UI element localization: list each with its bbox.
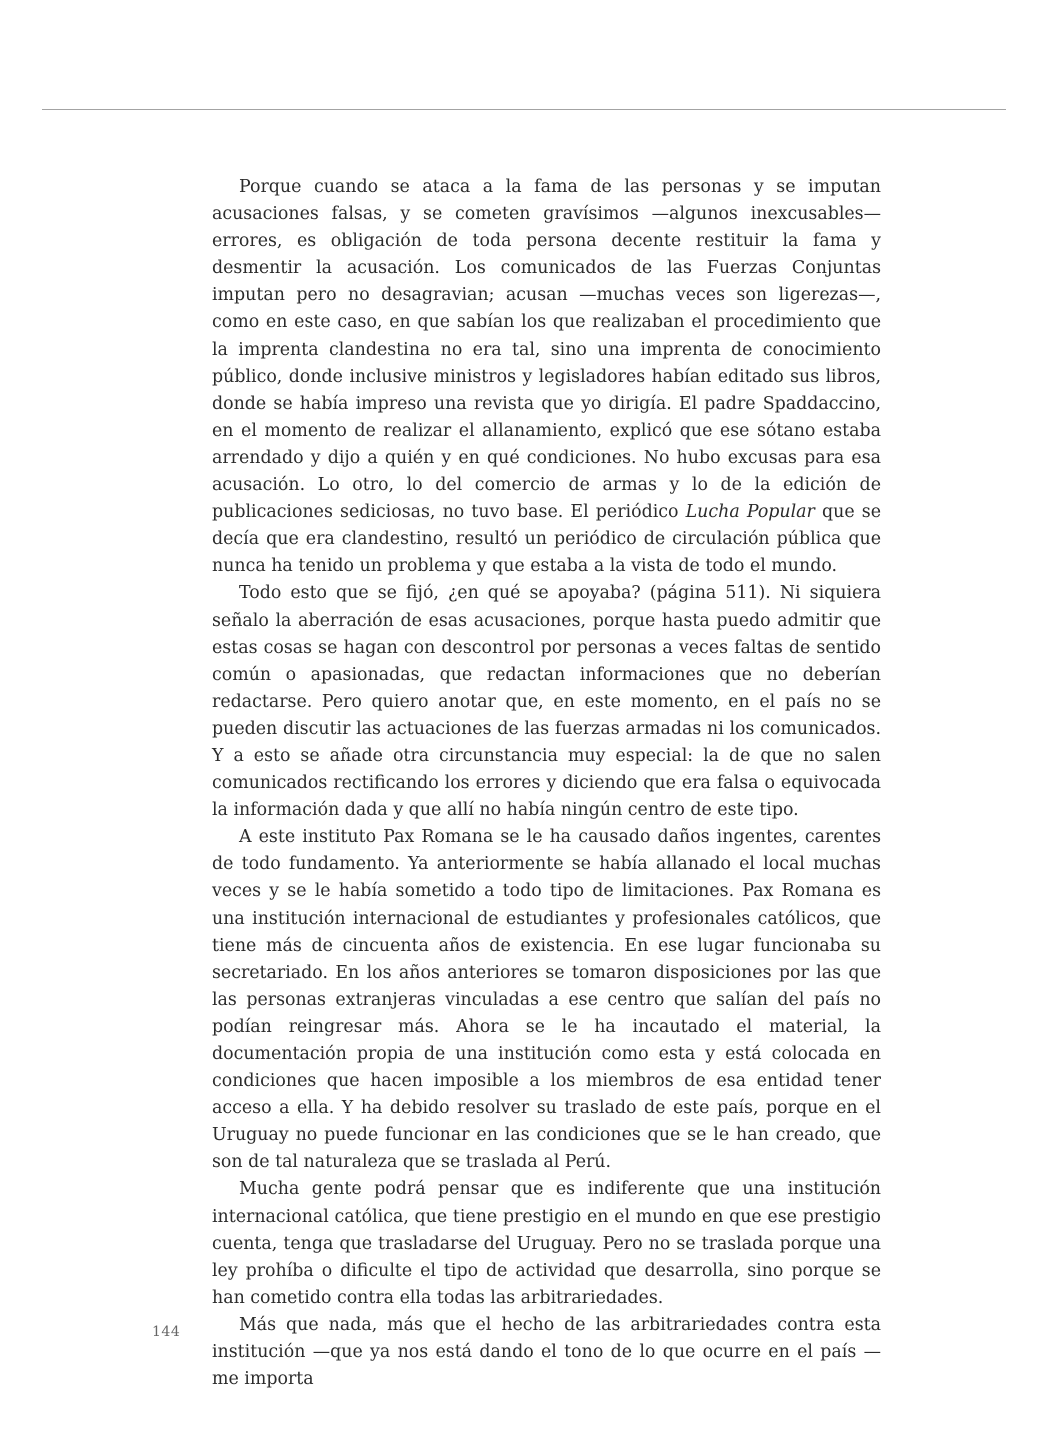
periodical-title: Lucha Popular (685, 502, 815, 523)
paragraph-3: A este instituto Pax Romana se le ha causado daños ingentes, carentes de todo fundamento. Ya anteriormente se había allanado el local muchas veces y se le había sometido a todo tipo de limitaciones. Pax Romana es una institución internacional de estudiantes y profesionales católicos, que tiene más de cincuenta años de existencia. En ese lugar funcionaba su secretariado. En los años anteriores se tomaron disposiciones por las que las personas extranjeras vinculadas a ese centro que salían del país no podían reingresar más. Ahora se le ha incautado el material, la documentación propia de una institución como esta y está colocada en condiciones que hacen imposible a los miembros de esa entidad tener acceso a ella. Y ha debido resolver su traslado de este país, porque en el Uruguay no puede funcionar en las condiciones que se le han creado, que son de tal naturaleza que se traslada al Perú. (212, 827, 881, 1173)
page-number: 144 (152, 1324, 181, 1340)
paragraph-1-text-before: Porque cuando se ataca a la fama de las personas y se imputan acusaciones falsas, y se cometen gravísimos —algunos inexcusables— errores, es obligación de toda persona decente restituir la fama y desmentir la acusación. Los comunicados de las Fuerzas Conjuntas imputan pero no desagravian; acusan —muchas veces son ligerezas—, como en este caso, en que sabían los que realizaban el procedimiento que la imprenta clandestina no era tal, sino una imprenta de conocimiento público, donde inclusive ministros y legisladores habían editado sus libros, donde se había impreso una revista que yo dirigía. El padre Spaddaccino, en el momento de realizar el allanamiento, explicó que ese sótano estaba arrendado y dijo a quién y en qué condiciones. No hubo excusas para esa acusación. Lo otro, lo del comercio de armas y lo de la edición de publicaciones sediciosas, no tuvo base. El periódico (212, 177, 881, 523)
paragraph-1-text-after: que se decía que era clandestino, resultó un periódico de circulación pública que nunca ha tenido un problema y que estaba a la vista de todo el mundo. (212, 502, 881, 577)
paragraph-2: Todo esto que se fijó, ¿en qué se apoyaba? (página 511). Ni siquiera señalo la aberración de esas acusaciones, porque hasta puedo admitir que estas cosas se hagan con descontrol por personas a veces faltas de sentido común o apasionadas, que redactan informaciones que no deberían redactarse. Pero quiero anotar que, en este momento, en el país no se pueden discutir las actuaciones de las fuerzas armadas ni los comunicados. Y a esto se añade otra circunstancia muy especial: la de que no salen comunicados rectificando los errores y diciendo que era falsa o equivocada la información dada y que allí no había ningún centro de este tipo. (212, 583, 881, 821)
paragraph-1 (212, 174, 881, 580)
body-text (212, 174, 881, 1393)
header-rule (42, 109, 1006, 110)
paragraph-4: Mucha gente podrá pensar que es indiferente que una institución internacional católica, que tiene prestigio en el mundo en que ese prestigio cuenta, tenga que trasladarse del Uruguay. Pero no se traslada porque una ley prohíba o dificulte el tipo de actividad que desarrolla, sino porque se han cometido contra ella todas las arbitrariedades. (212, 1179, 881, 1308)
paragraph-5: Más que nada, más que el hecho de las arbitrariedades contra esta institución —que ya nos está dando el tono de lo que ocurre en el país — me importa (212, 1314, 881, 1390)
